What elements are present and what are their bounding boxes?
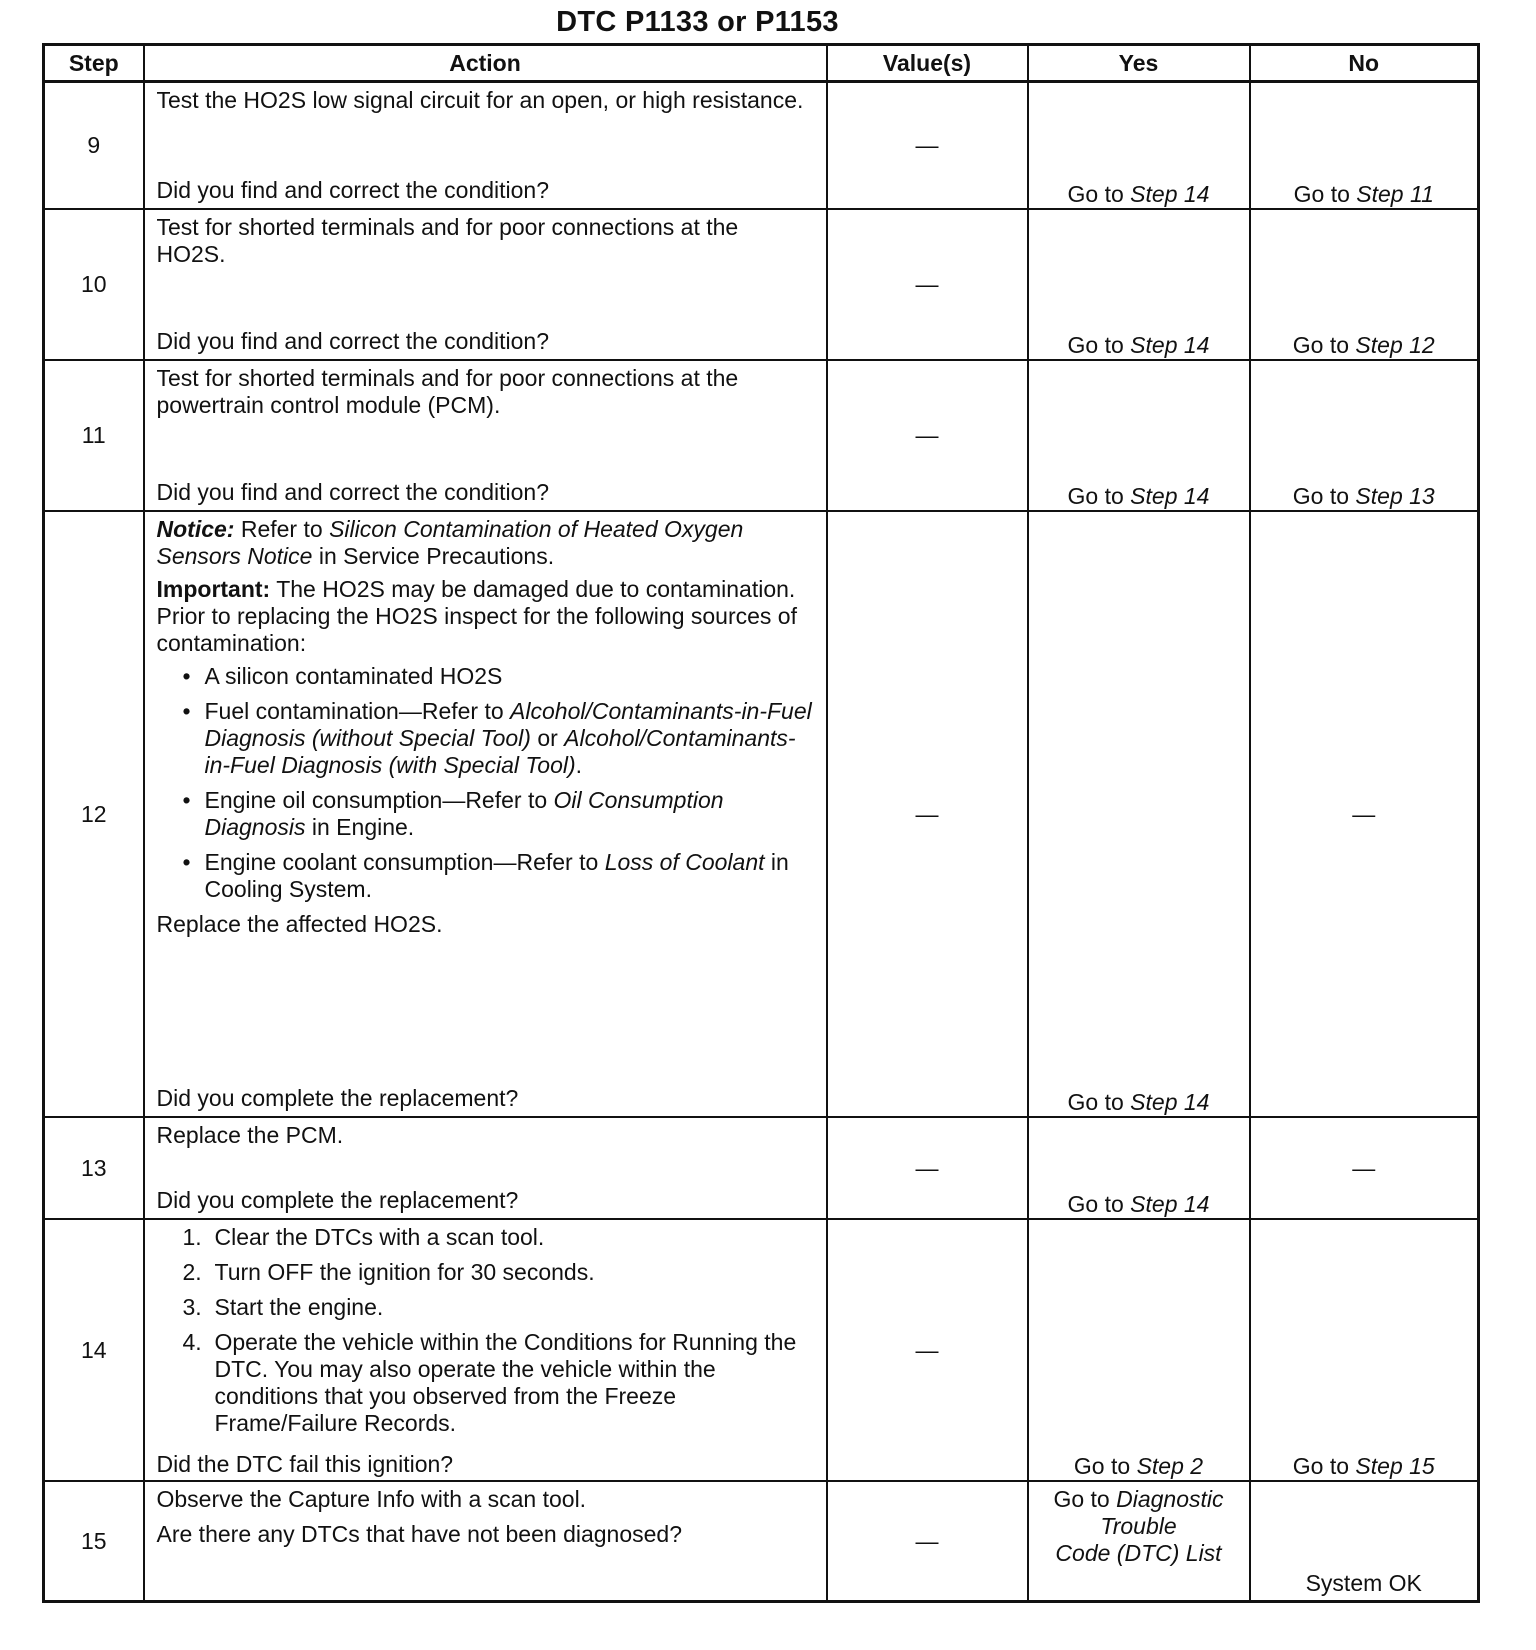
value-cell — [827, 209, 1028, 360]
no-cell — [1250, 209, 1479, 360]
goto-prefix: Go to — [1067, 181, 1124, 207]
goto-prefix: Go to — [1067, 483, 1124, 509]
item-text: Start the engine. — [214, 1294, 384, 1320]
header-no: No — [1250, 45, 1479, 82]
yes-step-link[interactable]: Step 14 — [1130, 1191, 1210, 1217]
action-text: Test the HO2S low signal circuit for an open, or high resistance. — [156, 87, 804, 113]
bullet-text: A silicon contaminated HO2S — [204, 663, 503, 689]
action-cell — [144, 209, 827, 360]
notice-post: in Service Precautions. — [318, 543, 555, 569]
value-cell — [827, 1219, 1028, 1481]
list-item — [183, 849, 814, 903]
no-step-link[interactable]: Step 15 — [1355, 1453, 1435, 1479]
important-text: The HO2S may be damaged due to contamination. Prior to replacing the HO2S inspect for the following sources of contamination: — [156, 576, 797, 656]
table-row-step-11 — [44, 360, 1479, 511]
no-dash: — — [1352, 1154, 1376, 1181]
step-number: 10 — [44, 209, 144, 360]
notice-paragraph — [157, 516, 814, 570]
bullet-or: or — [537, 725, 558, 751]
table-row-step-15 — [44, 1481, 1479, 1602]
yes-cell — [1028, 82, 1250, 210]
replace-instruction: Replace the affected HO2S. — [156, 911, 443, 937]
yes-step-link[interactable]: Step 14 — [1130, 483, 1210, 509]
step-number: 11 — [44, 360, 144, 511]
bullet-end: . — [575, 752, 583, 778]
contamination-list — [157, 663, 814, 903]
list-item — [183, 1329, 814, 1437]
notice-label: Notice: — [156, 516, 235, 542]
value-dash: — — [915, 422, 939, 448]
action-text: Test for shorted terminals and for poor connections at the powertrain control module (PCM). — [156, 365, 739, 418]
yes-cell — [1028, 511, 1250, 1117]
notice-pre: Refer to — [240, 516, 323, 542]
bullet-post: in Engine. — [311, 814, 415, 840]
procedure-list — [157, 1224, 814, 1445]
document-title: DTC P1133 or P1153 — [556, 6, 839, 38]
value-cell — [827, 82, 1028, 210]
yes-cell — [1028, 1219, 1250, 1481]
action-question: Did you find and correct the condition? — [156, 177, 550, 203]
loss-of-coolant-link[interactable]: Loss of Coolant — [604, 849, 765, 875]
no-step-link[interactable]: Step 11 — [1356, 181, 1434, 207]
table-row-step-9 — [44, 82, 1479, 210]
dtc-list-link-block[interactable] — [1029, 1486, 1249, 1567]
no-cell — [1250, 360, 1479, 511]
value-cell — [827, 1117, 1028, 1219]
table-row-step-10 — [44, 209, 1479, 360]
dtc-list-link-line1: Diagnostic — [1116, 1486, 1224, 1512]
dtc-list-link-line2: Trouble — [1100, 1513, 1177, 1539]
no-cell — [1250, 1481, 1479, 1602]
value-cell — [827, 360, 1028, 511]
goto-prefix: Go to — [1292, 1453, 1350, 1479]
action-cell — [144, 1219, 827, 1481]
goto-prefix: Go to — [1293, 181, 1350, 207]
action-cell — [144, 1481, 827, 1602]
item-number: 1. — [182, 1224, 202, 1250]
no-dash: — — [1352, 800, 1376, 827]
diagnostic-table — [42, 43, 1480, 1603]
value-cell — [827, 511, 1028, 1117]
no-cell — [1250, 1117, 1479, 1219]
list-item — [183, 787, 814, 841]
action-question: Are there any DTCs that have not been diagnosed? — [156, 1521, 683, 1547]
action-text: Replace the PCM. — [156, 1122, 344, 1148]
dtc-list-link-line3: Code (DTC) List — [1055, 1540, 1222, 1566]
step-number: 12 — [44, 511, 144, 1117]
yes-cell — [1028, 1481, 1250, 1602]
item-text: Operate the vehicle within the Conditions for Running the DTC. You may also operate the vehicle within the conditions that you observed from the Freeze Frame/Failure Records. — [214, 1329, 797, 1436]
goto-prefix: Go to — [1067, 1089, 1124, 1115]
header-action: Action — [144, 45, 827, 82]
goto-prefix: Go to — [1292, 483, 1350, 509]
list-item — [183, 1294, 814, 1321]
yes-cell — [1028, 1117, 1250, 1219]
no-cell — [1250, 1219, 1479, 1481]
step-number: 14 — [44, 1219, 144, 1481]
no-cell — [1250, 82, 1479, 210]
header-step: Step — [44, 45, 144, 82]
list-item — [183, 1259, 814, 1286]
item-number: 3. — [182, 1294, 202, 1320]
fuel-diagnosis-link-with[interactable]: Alcohol/Contaminants-in-Fuel Diagnosis (with Special Tool) — [204, 725, 796, 778]
value-dash: — — [915, 1527, 939, 1554]
action-question: Did you find and correct the condition? — [156, 328, 550, 354]
action-text: Observe the Capture Info with a scan tool. — [156, 1486, 587, 1512]
action-cell — [144, 82, 827, 210]
important-label: Important: — [156, 576, 271, 602]
value-cell — [827, 1481, 1028, 1602]
yes-step-link[interactable]: Step 2 — [1136, 1453, 1204, 1479]
table-row-step-12 — [44, 511, 1479, 1117]
yes-cell — [1028, 360, 1250, 511]
important-paragraph — [157, 576, 814, 657]
notice-link[interactable]: Silicon Contamination of Heated Oxygen Sensors Notice — [156, 516, 744, 569]
action-cell — [144, 1117, 827, 1219]
step-number: 13 — [44, 1117, 144, 1219]
item-text: Clear the DTCs with a scan tool. — [214, 1224, 545, 1250]
goto-prefix: Go to — [1067, 1191, 1124, 1217]
step-number: 9 — [44, 82, 144, 210]
list-item — [183, 698, 814, 779]
action-question: Did you complete the replacement? — [156, 1085, 519, 1111]
bullet-text: Engine coolant consumption—Refer to — [204, 849, 599, 875]
table-row-step-14 — [44, 1219, 1479, 1481]
goto-prefix: Go to — [1053, 1486, 1110, 1512]
action-cell — [144, 511, 827, 1117]
goto-prefix: Go to — [1073, 1453, 1131, 1479]
fuel-diagnosis-link-without[interactable]: Alcohol/Contaminants-in-Fuel Diagnosis (without Special Tool) — [204, 698, 812, 751]
yes-step-link[interactable]: Step 14 — [1130, 1089, 1210, 1115]
action-text: Test for shorted terminals and for poor connections at the HO2S. — [156, 214, 739, 267]
header-yes: Yes — [1028, 45, 1250, 82]
action-body — [157, 516, 814, 938]
no-cell — [1250, 511, 1479, 1117]
table-row-step-13 — [44, 1117, 1479, 1219]
oil-consumption-link[interactable]: Oil Consumption Diagnosis — [204, 787, 724, 840]
action-question: Did you complete the replacement? — [156, 1187, 519, 1213]
bullet-text: Engine oil consumption—Refer to — [204, 787, 548, 813]
goto-prefix: Go to — [1067, 332, 1124, 358]
value-dash: — — [915, 1336, 939, 1363]
no-step-link[interactable]: Step 13 — [1355, 483, 1435, 509]
action-cell — [144, 360, 827, 511]
bullet-text: Fuel contamination—Refer to — [204, 698, 504, 724]
action-question: Did the DTC fail this ignition? — [156, 1451, 454, 1477]
value-dash: — — [915, 132, 939, 158]
value-dash: — — [915, 800, 939, 827]
item-number: 4. — [182, 1329, 202, 1355]
step-number: 15 — [44, 1481, 144, 1602]
header-values: Value(s) — [827, 45, 1028, 82]
goto-prefix: Go to — [1292, 332, 1350, 358]
list-item — [183, 663, 814, 690]
value-dash: — — [915, 271, 939, 297]
no-step-link[interactable]: Step 12 — [1355, 332, 1435, 358]
header-row — [44, 45, 1479, 82]
yes-cell — [1028, 209, 1250, 360]
yes-step-link[interactable]: Step 14 — [1130, 332, 1210, 358]
bullet-post: in Cooling System. — [204, 849, 789, 902]
action-question: Did you find and correct the condition? — [156, 479, 550, 505]
yes-step-link[interactable]: Step 14 — [1130, 181, 1210, 207]
item-number: 2. — [182, 1259, 202, 1285]
value-dash: — — [915, 1154, 939, 1181]
system-ok-text: System OK — [1305, 1570, 1422, 1596]
list-item — [183, 1224, 814, 1251]
item-text: Turn OFF the ignition for 30 seconds. — [214, 1259, 595, 1285]
